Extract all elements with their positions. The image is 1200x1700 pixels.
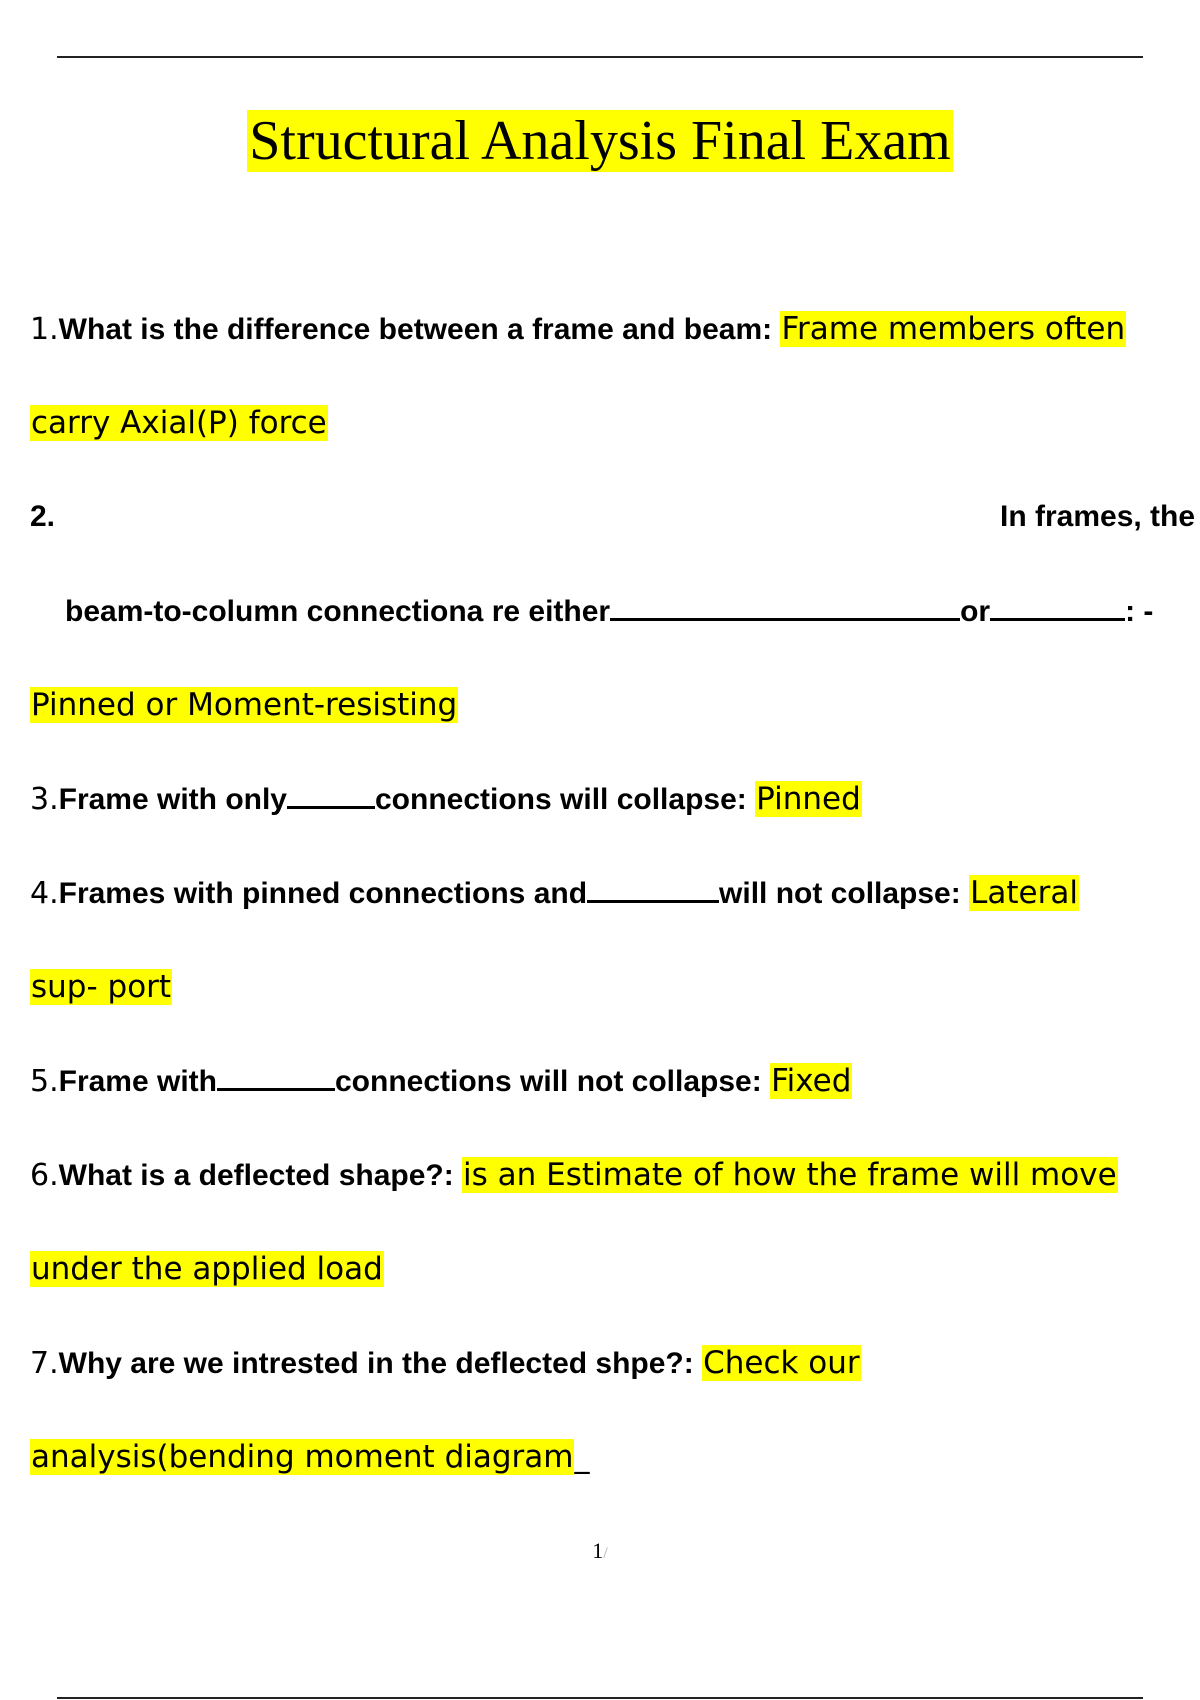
question-2-answer: Pinned or Moment-resisting: [31, 687, 458, 723]
question-1-answer-continued: [30, 404, 328, 443]
question-1-answer-line-2: carry Axial(P) force: [31, 405, 327, 441]
question-4-answer-continued: [30, 968, 172, 1007]
question-5-answer: Fixed: [771, 1063, 852, 1099]
question-4-blank: [587, 874, 719, 903]
question-1-number: 1.: [30, 312, 59, 347]
page-number-separator: /: [603, 1545, 608, 1562]
page-number: [0, 1538, 1200, 1564]
question-4-number: 4.: [30, 876, 59, 911]
question-5-text-after: connections will not collapse:: [335, 1065, 771, 1098]
question-6: [30, 1156, 1118, 1195]
question-7-answer: Check our: [703, 1345, 860, 1381]
question-3-blank: [287, 780, 375, 809]
question-7-answer-tail: _: [574, 1440, 590, 1475]
document-title-text: Structural Analysis Final Exam: [249, 110, 951, 172]
question-4-answer: Lateral: [970, 875, 1078, 911]
question-7: [30, 1344, 861, 1383]
question-6-answer: is an Estimate of how the frame will move: [463, 1157, 1117, 1193]
question-7-number: 7.: [30, 1346, 59, 1381]
question-6-answer-line-2: under the applied load: [31, 1251, 383, 1287]
question-2-or: or: [960, 595, 991, 628]
question-5-blank: [217, 1062, 335, 1091]
question-5-text: Frame with: [58, 1065, 217, 1098]
top-rule: [57, 56, 1143, 58]
bottom-rule: [57, 1697, 1143, 1699]
question-5: [30, 1062, 852, 1101]
question-7-answer-line-2: analysis(bending moment diagram: [31, 1439, 574, 1475]
question-5-number: 5.: [30, 1064, 59, 1099]
page-number-value: 1: [592, 1538, 604, 1563]
question-4: [30, 874, 1079, 913]
question-4-answer-line-2: sup- port: [31, 969, 172, 1005]
question-4-text: Frames with pinned connections and: [58, 877, 588, 910]
question-2-text: In frames, the: [1000, 500, 1196, 533]
question-3-text: Frame with only: [58, 783, 287, 816]
question-2-blank-1: [610, 592, 960, 621]
question-2-continued: [65, 592, 1153, 631]
question-2-blank-2: [990, 592, 1125, 621]
question-7-text: Why are we intrested in the deflected shpe?:: [58, 1347, 703, 1380]
question-2: [30, 498, 55, 536]
question-2-intro: [1000, 498, 1195, 536]
question-1: [30, 310, 1126, 349]
question-3-number: 3.: [30, 782, 59, 817]
question-3: [30, 780, 862, 819]
question-2-number: 2.: [30, 500, 56, 533]
document-title: [0, 108, 1200, 174]
question-6-text: What is a deflected shape?:: [58, 1159, 463, 1192]
question-3-text-after: connections will collapse:: [375, 783, 756, 816]
question-6-number: 6.: [30, 1158, 59, 1193]
question-4-text-after: will not collapse:: [719, 877, 970, 910]
question-2-text-line-2: beam-to-column connectiona re either: [65, 595, 611, 628]
question-6-answer-continued: [30, 1250, 384, 1289]
question-1-text: What is the difference between a frame and beam:: [58, 313, 781, 346]
question-1-answer: Frame members often: [781, 311, 1126, 347]
question-7-answer-continued: [30, 1438, 589, 1477]
question-2-answer-line: [30, 686, 458, 725]
question-2-end: : -: [1125, 595, 1154, 628]
question-3-answer: Pinned: [756, 781, 861, 817]
